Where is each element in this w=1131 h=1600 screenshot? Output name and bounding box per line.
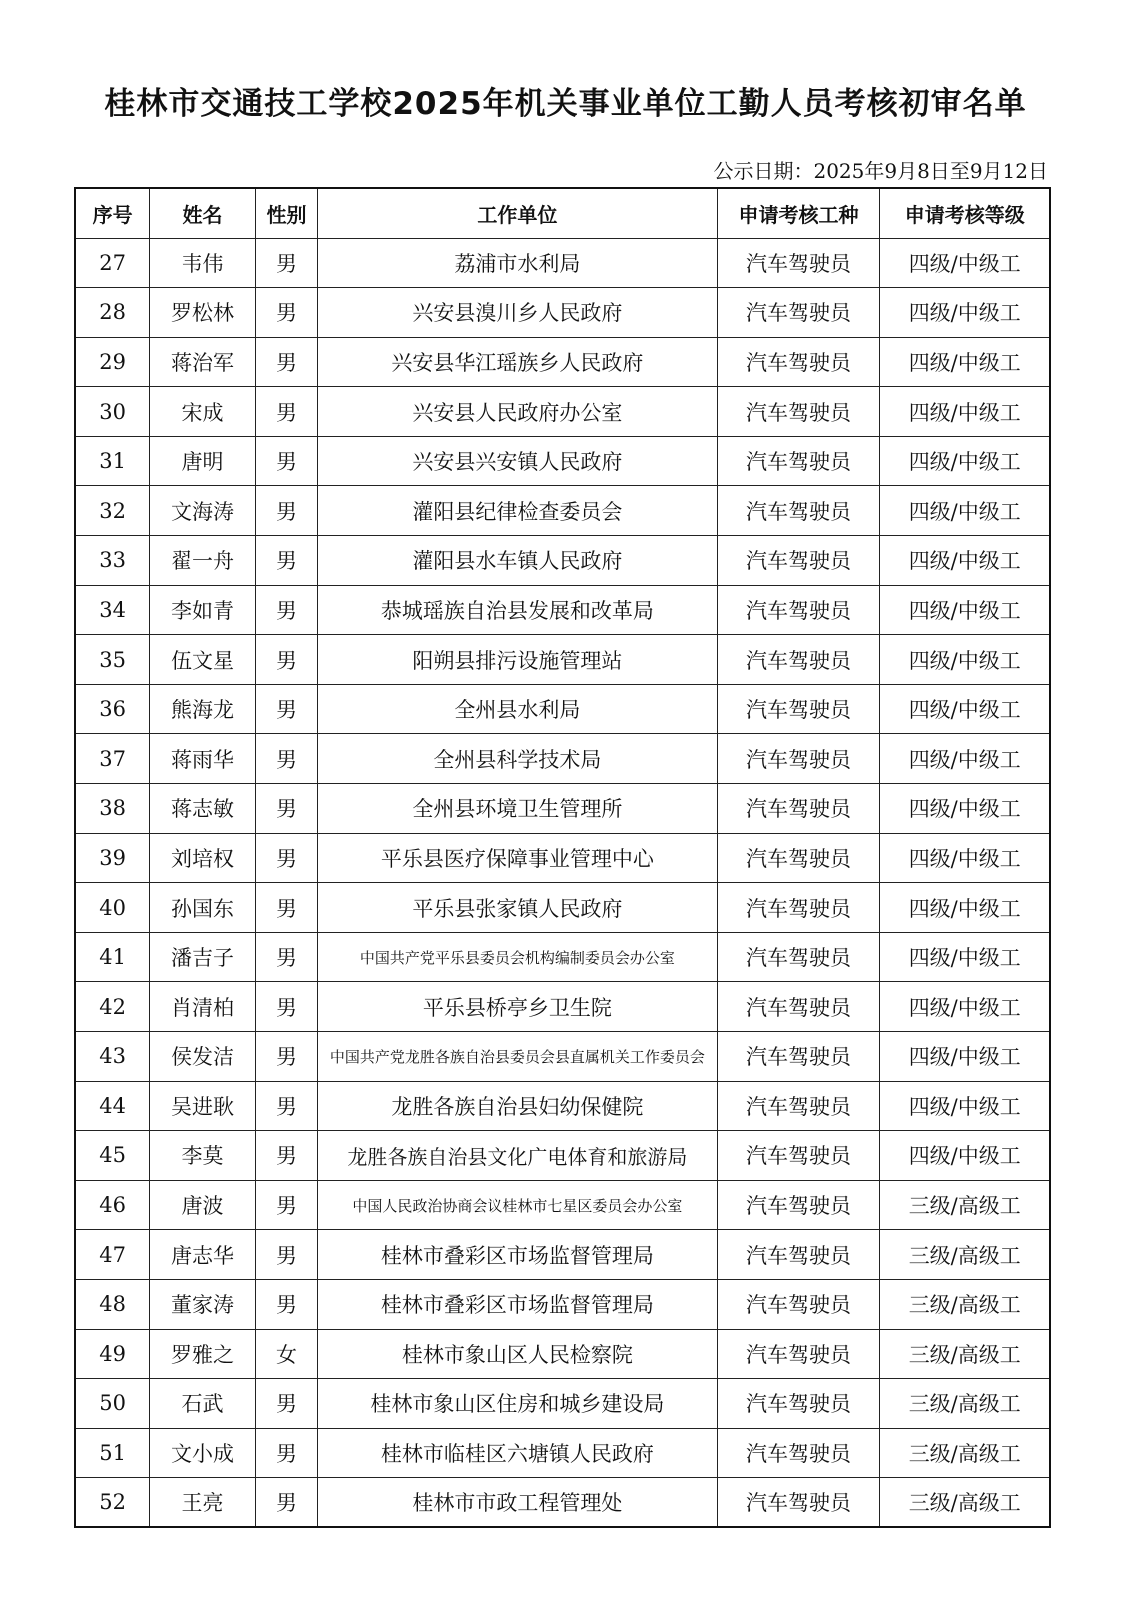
table-row xyxy=(75,387,1050,437)
row-gender-cell: 男 xyxy=(255,1379,317,1429)
row-level-cell: 四级/中级工 xyxy=(880,784,1050,834)
row-level-cell: 三级/高级工 xyxy=(880,1279,1050,1329)
row-level-cell: 四级/中级工 xyxy=(880,536,1050,586)
row-unit-cell: 桂林市叠彩区市场监督管理局 xyxy=(318,1230,717,1280)
table-row xyxy=(75,1428,1050,1478)
row-level-cell: 四级/中级工 xyxy=(880,635,1050,685)
row-level-cell: 四级/中级工 xyxy=(880,387,1050,437)
row-gender-cell: 男 xyxy=(255,337,317,387)
table-row xyxy=(75,833,1050,883)
row-name-cell: 蒋治军 xyxy=(150,337,255,387)
row-number-cell: 27 xyxy=(75,238,150,288)
row-unit-cell: 兴安县华江瑶族乡人民政府 xyxy=(318,337,717,387)
row-unit-cell: 中国人民政治协商会议桂林市七星区委员会办公室 xyxy=(318,1180,717,1230)
row-name-cell: 熊海龙 xyxy=(150,684,255,734)
row-name-cell: 文小成 xyxy=(150,1428,255,1478)
row-unit-cell: 平乐县医疗保障事业管理中心 xyxy=(318,833,717,883)
table-row xyxy=(75,238,1050,288)
row-unit-cell: 中国共产党龙胜各族自治县委员会县直属机关工作委员会 xyxy=(318,1032,717,1082)
row-number-cell: 38 xyxy=(75,784,150,834)
table-row xyxy=(75,1180,1050,1230)
row-number-cell: 36 xyxy=(75,684,150,734)
row-unit-cell: 灌阳县纪律检查委员会 xyxy=(318,486,717,536)
table-row xyxy=(75,932,1050,982)
header-trade: 申请考核工种 xyxy=(717,188,880,238)
row-name-cell: 李莫 xyxy=(150,1131,255,1181)
row-trade-cell: 汽车驾驶员 xyxy=(717,1379,880,1429)
row-unit-cell: 桂林市市政工程管理处 xyxy=(318,1478,717,1528)
row-unit-cell: 全州县环境卫生管理所 xyxy=(318,784,717,834)
row-gender-cell: 男 xyxy=(255,784,317,834)
table-row xyxy=(75,734,1050,784)
table-row xyxy=(75,585,1050,635)
row-name-cell: 唐波 xyxy=(150,1180,255,1230)
row-unit-cell: 全州县水利局 xyxy=(318,684,717,734)
row-gender-cell: 男 xyxy=(255,1081,317,1131)
table-row xyxy=(75,1379,1050,1429)
table-row xyxy=(75,1081,1050,1131)
row-number-cell: 51 xyxy=(75,1428,150,1478)
row-trade-cell: 汽车驾驶员 xyxy=(717,1131,880,1181)
table-row xyxy=(75,337,1050,387)
table-row xyxy=(75,635,1050,685)
row-level-cell: 四级/中级工 xyxy=(880,833,1050,883)
row-gender-cell: 男 xyxy=(255,883,317,933)
row-level-cell: 四级/中级工 xyxy=(880,1032,1050,1082)
row-level-cell: 四级/中级工 xyxy=(880,585,1050,635)
table-row xyxy=(75,684,1050,734)
row-name-cell: 李如青 xyxy=(150,585,255,635)
row-name-cell: 韦伟 xyxy=(150,238,255,288)
row-level-cell: 三级/高级工 xyxy=(880,1478,1050,1528)
publication-date: 公示日期：2025年9月8日至9月12日 xyxy=(713,159,1048,183)
row-trade-cell: 汽车驾驶员 xyxy=(717,982,880,1032)
table-row xyxy=(75,1032,1050,1082)
row-gender-cell: 男 xyxy=(255,982,317,1032)
table-body xyxy=(75,238,1050,1527)
row-level-cell: 三级/高级工 xyxy=(880,1230,1050,1280)
table-row xyxy=(75,1230,1050,1280)
row-trade-cell: 汽车驾驶员 xyxy=(717,635,880,685)
table-row xyxy=(75,1478,1050,1528)
row-unit-cell: 桂林市象山区住房和城乡建设局 xyxy=(318,1379,717,1429)
row-trade-cell: 汽车驾驶员 xyxy=(717,288,880,338)
row-gender-cell: 男 xyxy=(255,635,317,685)
row-name-cell: 侯发洁 xyxy=(150,1032,255,1082)
row-trade-cell: 汽车驾驶员 xyxy=(717,1081,880,1131)
row-name-cell: 宋成 xyxy=(150,387,255,437)
row-name-cell: 罗松林 xyxy=(150,288,255,338)
row-name-cell: 吴进耿 xyxy=(150,1081,255,1131)
table-row xyxy=(75,1131,1050,1181)
row-number-cell: 46 xyxy=(75,1180,150,1230)
row-number-cell: 47 xyxy=(75,1230,150,1280)
row-unit-cell: 全州县科学技术局 xyxy=(318,734,717,784)
row-level-cell: 三级/高级工 xyxy=(880,1379,1050,1429)
row-unit-cell: 桂林市象山区人民检察院 xyxy=(318,1329,717,1379)
row-trade-cell: 汽车驾驶员 xyxy=(717,932,880,982)
row-unit-cell: 桂林市叠彩区市场监督管理局 xyxy=(318,1279,717,1329)
table-row xyxy=(75,1279,1050,1329)
row-trade-cell: 汽车驾驶员 xyxy=(717,1279,880,1329)
row-trade-cell: 汽车驾驶员 xyxy=(717,387,880,437)
row-level-cell: 四级/中级工 xyxy=(880,337,1050,387)
row-name-cell: 唐志华 xyxy=(150,1230,255,1280)
row-number-cell: 37 xyxy=(75,734,150,784)
row-number-cell: 43 xyxy=(75,1032,150,1082)
row-name-cell: 蒋志敏 xyxy=(150,784,255,834)
row-name-cell: 罗雅之 xyxy=(150,1329,255,1379)
row-level-cell: 四级/中级工 xyxy=(880,1131,1050,1181)
row-name-cell: 王亮 xyxy=(150,1478,255,1528)
row-unit-cell: 平乐县张家镇人民政府 xyxy=(318,883,717,933)
page-title: 桂林市交通技工学校2025年机关事业单位工勤人员考核初审名单 xyxy=(104,86,1027,122)
row-trade-cell: 汽车驾驶员 xyxy=(717,436,880,486)
row-number-cell: 35 xyxy=(75,635,150,685)
row-trade-cell: 汽车驾驶员 xyxy=(717,1329,880,1379)
row-name-cell: 文海涛 xyxy=(150,486,255,536)
row-trade-cell: 汽车驾驶员 xyxy=(717,1230,880,1280)
row-unit-cell: 兴安县人民政府办公室 xyxy=(318,387,717,437)
row-unit-cell: 龙胜各族自治县妇幼保健院 xyxy=(318,1081,717,1131)
row-level-cell: 四级/中级工 xyxy=(880,436,1050,486)
row-unit-cell: 恭城瑶族自治县发展和改革局 xyxy=(318,585,717,635)
row-trade-cell: 汽车驾驶员 xyxy=(717,883,880,933)
table-row xyxy=(75,784,1050,834)
row-trade-cell: 汽车驾驶员 xyxy=(717,486,880,536)
row-trade-cell: 汽车驾驶员 xyxy=(717,238,880,288)
header-no: 序号 xyxy=(75,188,150,238)
row-gender-cell: 男 xyxy=(255,1478,317,1528)
row-level-cell: 四级/中级工 xyxy=(880,883,1050,933)
header-unit: 工作单位 xyxy=(318,188,717,238)
row-trade-cell: 汽车驾驶员 xyxy=(717,585,880,635)
row-number-cell: 29 xyxy=(75,337,150,387)
header-name: 姓名 xyxy=(150,188,255,238)
row-number-cell: 31 xyxy=(75,436,150,486)
row-name-cell: 翟一舟 xyxy=(150,536,255,586)
table-row xyxy=(75,436,1050,486)
row-number-cell: 52 xyxy=(75,1478,150,1528)
row-number-cell: 28 xyxy=(75,288,150,338)
row-gender-cell: 男 xyxy=(255,833,317,883)
row-gender-cell: 男 xyxy=(255,684,317,734)
row-unit-cell: 兴安县溴川乡人民政府 xyxy=(318,288,717,338)
row-level-cell: 四级/中级工 xyxy=(880,734,1050,784)
row-gender-cell: 男 xyxy=(255,585,317,635)
row-number-cell: 33 xyxy=(75,536,150,586)
row-unit-cell: 中国共产党平乐县委员会机构编制委员会办公室 xyxy=(318,932,717,982)
row-unit-cell: 荔浦市水利局 xyxy=(318,238,717,288)
row-level-cell: 四级/中级工 xyxy=(880,932,1050,982)
row-unit-cell: 龙胜各族自治县文化广电体育和旅游局 xyxy=(318,1131,717,1181)
table-row xyxy=(75,1329,1050,1379)
row-level-cell: 三级/高级工 xyxy=(880,1329,1050,1379)
row-gender-cell: 男 xyxy=(255,536,317,586)
candidate-table xyxy=(74,187,1051,1528)
row-gender-cell: 男 xyxy=(255,932,317,982)
row-gender-cell: 男 xyxy=(255,1180,317,1230)
header-gender: 性别 xyxy=(255,188,317,238)
header-level: 申请考核等级 xyxy=(880,188,1050,238)
table-row xyxy=(75,982,1050,1032)
row-name-cell: 董家涛 xyxy=(150,1279,255,1329)
row-trade-cell: 汽车驾驶员 xyxy=(717,734,880,784)
row-gender-cell: 男 xyxy=(255,1230,317,1280)
row-trade-cell: 汽车驾驶员 xyxy=(717,536,880,586)
row-name-cell: 刘培权 xyxy=(150,833,255,883)
row-trade-cell: 汽车驾驶员 xyxy=(717,1032,880,1082)
row-gender-cell: 男 xyxy=(255,734,317,784)
row-trade-cell: 汽车驾驶员 xyxy=(717,1428,880,1478)
row-number-cell: 34 xyxy=(75,585,150,635)
row-level-cell: 四级/中级工 xyxy=(880,1081,1050,1131)
row-trade-cell: 汽车驾驶员 xyxy=(717,684,880,734)
row-unit-cell: 桂林市临桂区六塘镇人民政府 xyxy=(318,1428,717,1478)
row-gender-cell: 男 xyxy=(255,387,317,437)
row-number-cell: 40 xyxy=(75,883,150,933)
row-number-cell: 50 xyxy=(75,1379,150,1429)
row-trade-cell: 汽车驾驶员 xyxy=(717,337,880,387)
row-level-cell: 四级/中级工 xyxy=(880,288,1050,338)
row-trade-cell: 汽车驾驶员 xyxy=(717,784,880,834)
row-level-cell: 四级/中级工 xyxy=(880,238,1050,288)
row-gender-cell: 男 xyxy=(255,238,317,288)
row-level-cell: 三级/高级工 xyxy=(880,1428,1050,1478)
row-gender-cell: 男 xyxy=(255,486,317,536)
table-row xyxy=(75,486,1050,536)
row-unit-cell: 灌阳县水车镇人民政府 xyxy=(318,536,717,586)
table-row xyxy=(75,536,1050,586)
row-trade-cell: 汽车驾驶员 xyxy=(717,1180,880,1230)
row-name-cell: 唐明 xyxy=(150,436,255,486)
row-number-cell: 30 xyxy=(75,387,150,437)
row-number-cell: 49 xyxy=(75,1329,150,1379)
table-row xyxy=(75,883,1050,933)
row-gender-cell: 男 xyxy=(255,1131,317,1181)
row-name-cell: 孙国东 xyxy=(150,883,255,933)
row-name-cell: 伍文星 xyxy=(150,635,255,685)
row-name-cell: 潘吉子 xyxy=(150,932,255,982)
row-gender-cell: 男 xyxy=(255,436,317,486)
table-header-row xyxy=(75,188,1050,238)
row-gender-cell: 男 xyxy=(255,1279,317,1329)
row-trade-cell: 汽车驾驶员 xyxy=(717,1478,880,1528)
row-name-cell: 石武 xyxy=(150,1379,255,1429)
table-row xyxy=(75,288,1050,338)
row-level-cell: 四级/中级工 xyxy=(880,684,1050,734)
row-gender-cell: 男 xyxy=(255,1032,317,1082)
row-unit-cell: 兴安县兴安镇人民政府 xyxy=(318,436,717,486)
row-trade-cell: 汽车驾驶员 xyxy=(717,833,880,883)
row-number-cell: 44 xyxy=(75,1081,150,1131)
row-gender-cell: 男 xyxy=(255,1428,317,1478)
row-gender-cell: 女 xyxy=(255,1329,317,1379)
row-number-cell: 48 xyxy=(75,1279,150,1329)
row-gender-cell: 男 xyxy=(255,288,317,338)
row-number-cell: 42 xyxy=(75,982,150,1032)
row-unit-cell: 平乐县桥亭乡卫生院 xyxy=(318,982,717,1032)
row-name-cell: 肖清柏 xyxy=(150,982,255,1032)
row-unit-cell: 阳朔县排污设施管理站 xyxy=(318,635,717,685)
row-number-cell: 32 xyxy=(75,486,150,536)
row-number-cell: 39 xyxy=(75,833,150,883)
row-level-cell: 三级/高级工 xyxy=(880,1180,1050,1230)
row-level-cell: 四级/中级工 xyxy=(880,982,1050,1032)
row-number-cell: 41 xyxy=(75,932,150,982)
row-number-cell: 45 xyxy=(75,1131,150,1181)
row-level-cell: 四级/中级工 xyxy=(880,486,1050,536)
row-name-cell: 蒋雨华 xyxy=(150,734,255,784)
